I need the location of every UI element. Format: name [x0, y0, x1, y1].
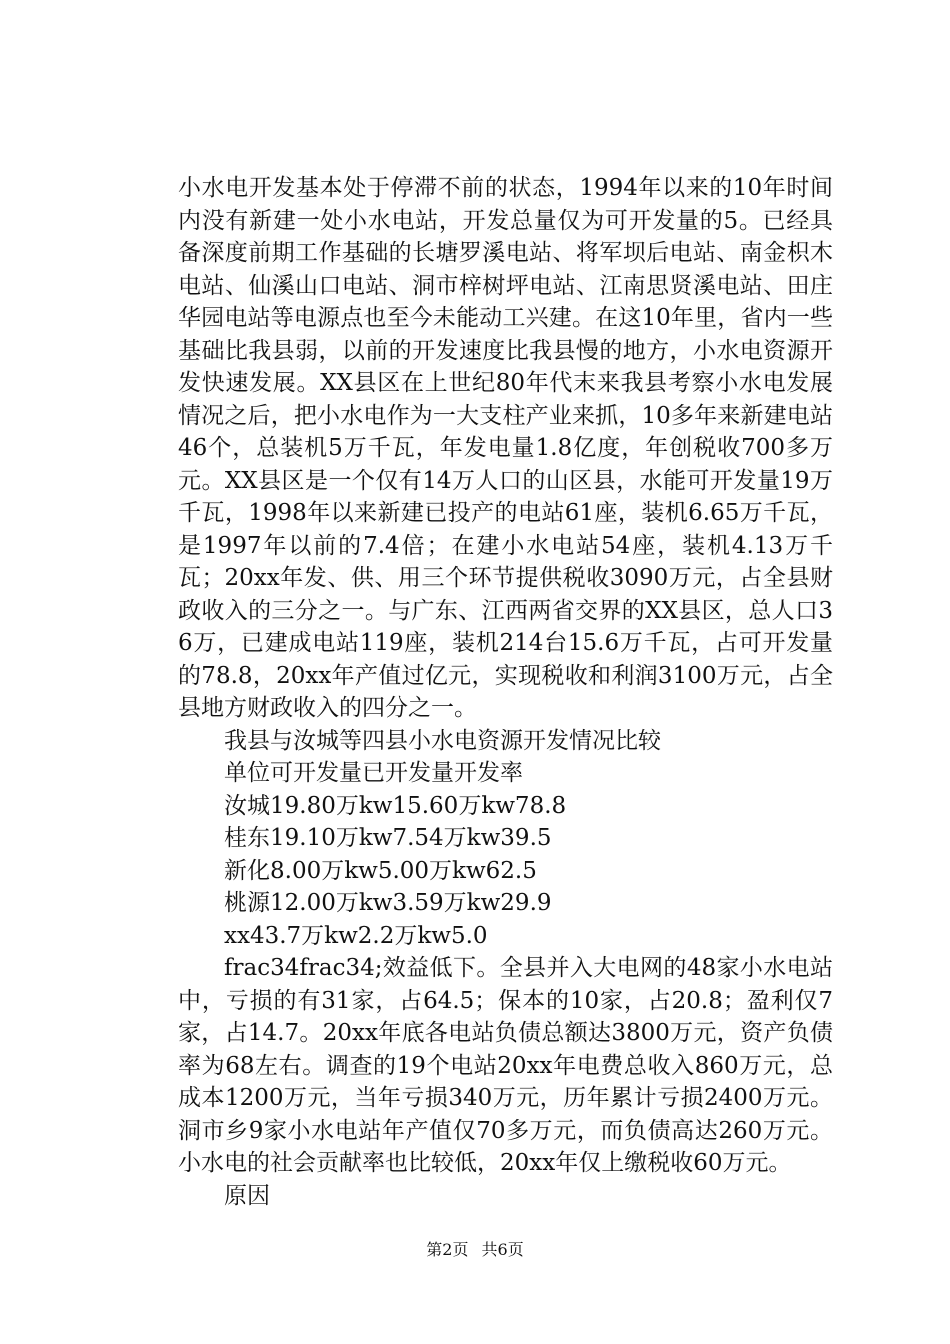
table-row: 桃源12.00万kw3.59万kw29.9 — [224, 890, 552, 916]
table-row: 桂东19.10万kw7.54万kw39.5 — [224, 825, 552, 851]
section-heading: 原因 — [224, 1182, 270, 1209]
document-body — [178, 172, 833, 1212]
page-number: 第2页 — [426, 1240, 469, 1259]
body-paragraph: frac34frac34;效益低下。全县并入大电网的48家小水电站中，亏损的有31家，占64.5；保本的10家，占20.8；盈利仅7家，占14.7。20xx年底各电站负债总额达3800万元，资产负债率为68左右。调查的19个电站20xx年电费总收入860万元，总成本1200万元，当年亏损340万元，历年累计亏损2400万元。洞市乡9家小水电站年产值仅70多万元，而负债高达260万元。小水电的社会贡献率也比较低，20xx年仅上缴税收60万元。 — [178, 955, 833, 1176]
body-paragraph: 小水电开发基本处于停滞不前的状态，1994年以来的10年时间内没有新建一处小水电站，开发总量仅为可开发量的5。已经具备深度前期工作基础的长塘罗溪电站、将军坝后电站、南金枳木电站、仙溪山口电站、洞市梓树坪电站、江南思贤溪电站、田庄华园电站等电源点也至今未能动工兴建。在这10年里，省内一些基础比我县弱，以前的开发速度比我县慢的地方，小水电资源开发快速发展。XX县区在上世纪80年代末来我县考察小水电发展情况之后，把小水电作为一大支柱产业来抓，10多年来新建电站46个，总装机5万千瓦，年发电量1.8亿度，年创税收700多万元。XX县区是一个仅有14万人口的山区县，水能可开发量19万千瓦，1998年以来新建已投产的电站61座，装机6.65万千瓦，是1997年以前的7.4倍；在建小水电站54座，装机4.13万千瓦；20xx年发、供、用三个环节提供税收3090万元，占全县财政收入的三分之一。与广东、江西两省交界的XX县区，总人口36万，已建成电站119座，装机214台15.6万千瓦，占可开发量的78.8，20xx年产值过亿元，实现税收和利润3100万元，占全县地方财政收入的四分之一。 — [178, 175, 833, 721]
total-pages: 共6页 — [481, 1240, 524, 1259]
table-header-row: 单位可开发量已开发量开发率 — [224, 760, 523, 786]
table-row: 汝城19.80万kw15.60万kw78.8 — [224, 792, 567, 819]
table-row: 新化8.00万kw5.00万kw62.5 — [224, 857, 537, 884]
table-caption: 我县与汝城等四县小水电资源开发情况比较 — [224, 727, 661, 754]
page-footer — [0, 1240, 950, 1260]
table-row: xx43.7万kw2.2万kw5.0 — [224, 922, 488, 949]
